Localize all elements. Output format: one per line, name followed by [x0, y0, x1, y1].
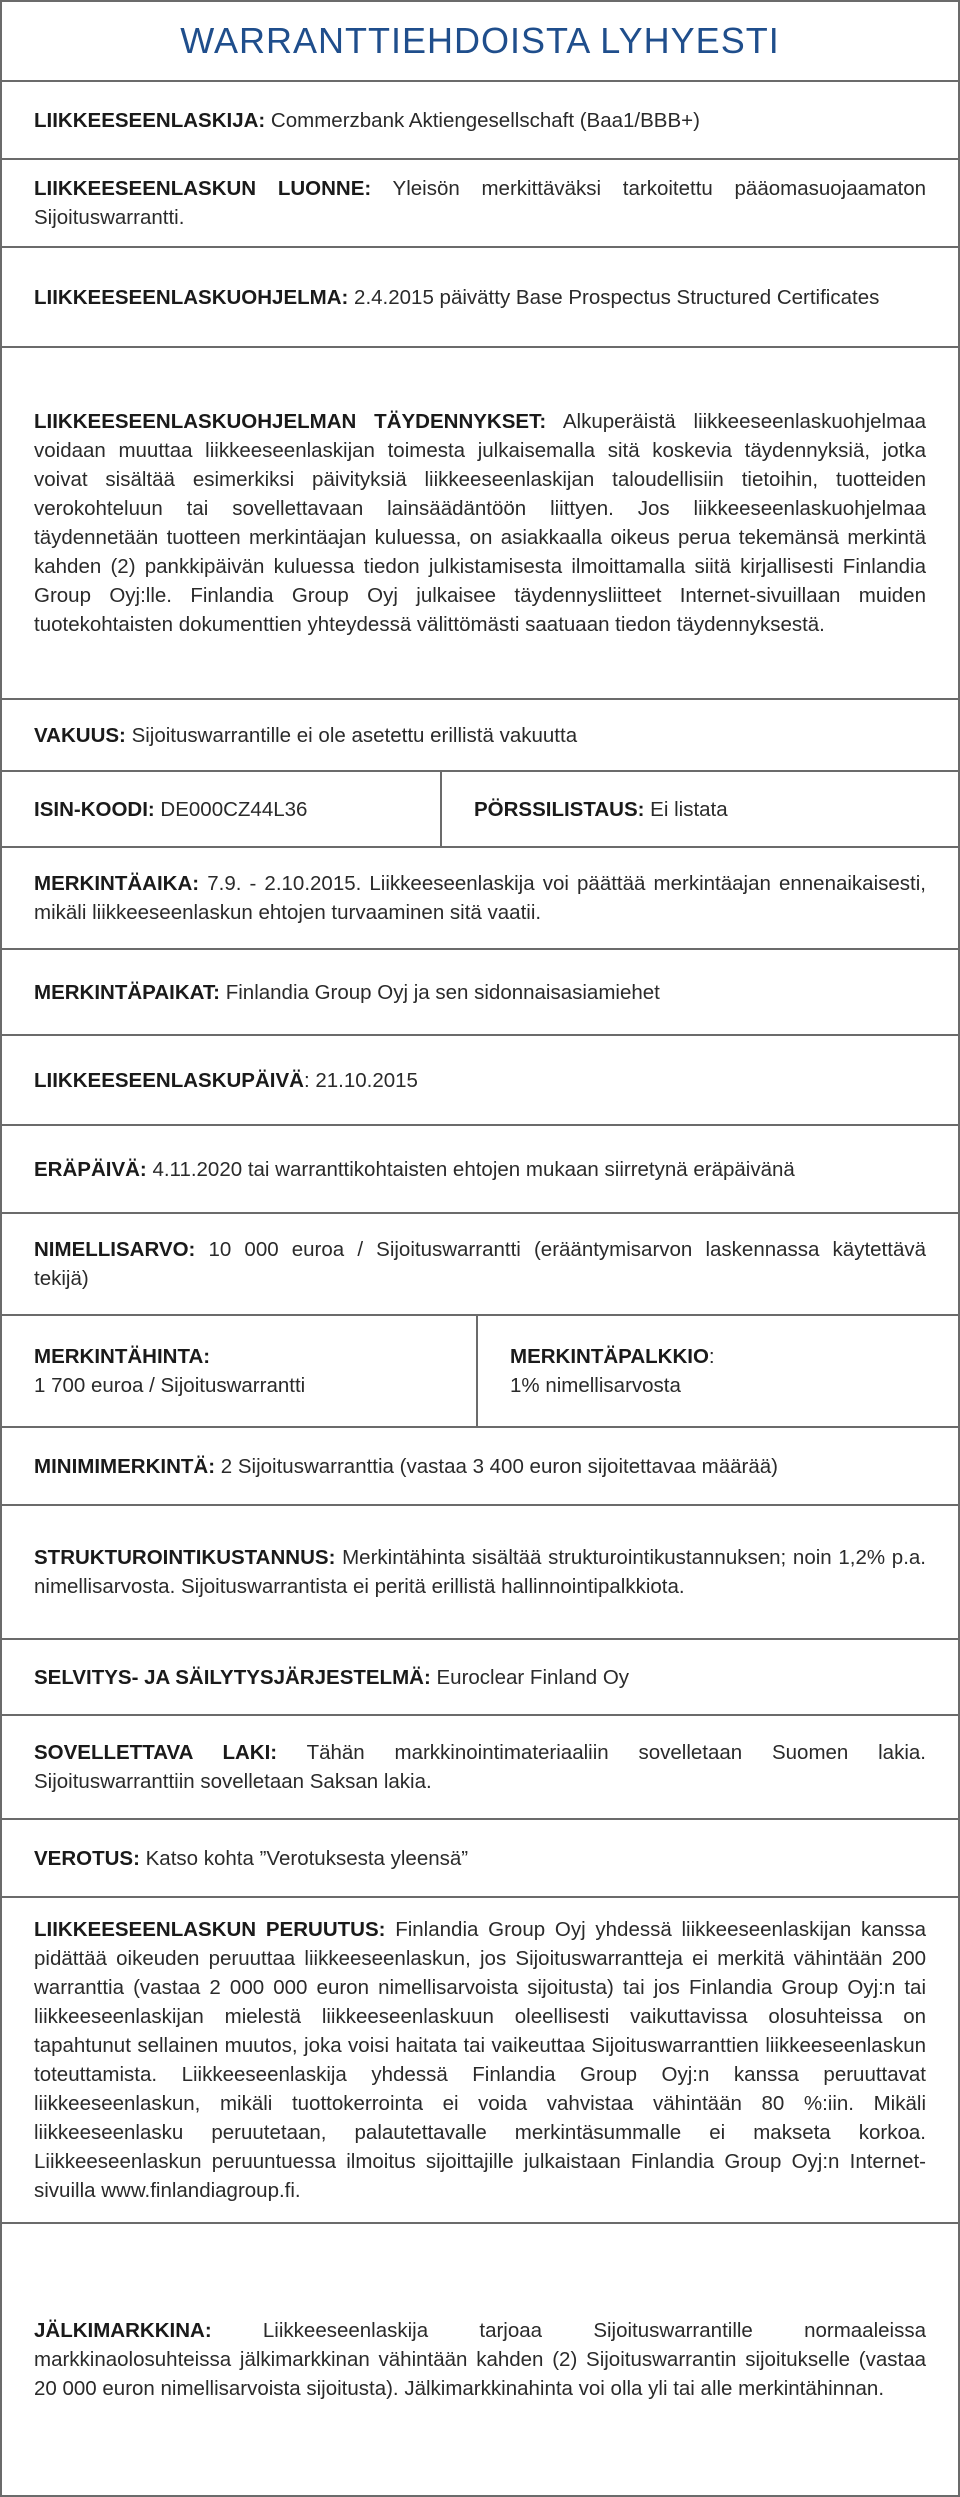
issue-date-label: LIIKKEESEENLASKUPÄIVÄ: [34, 1068, 304, 1092]
subscription-period-value: 7.9. - 2.10.2015. Liikkeeseenlaskija voi päättää merkintäajan ennenaikaisesti, mikäli liikkeeseenlaskun ehtojen turvaaminen sitä vaatii.: [34, 872, 926, 924]
listing-value: Ei listata: [644, 797, 728, 821]
row-secondary-market: [2, 2224, 958, 2495]
clearing-label: SELVITYS- JA SÄILYTYSJÄRJESTELMÄ:: [34, 1665, 431, 1689]
subscription-price-cell: [2, 1316, 478, 1426]
taxation-label: VEROTUS:: [34, 1846, 140, 1870]
law-label: SOVELLETTAVA LAKI:: [34, 1741, 278, 1764]
subscription-price-value: 1 700 euroa / Sijoituswarrantti: [34, 1374, 306, 1397]
row-maturity: [2, 1126, 958, 1214]
maturity-label: ERÄPÄIVÄ:: [34, 1157, 147, 1181]
nominal-value: 10 000 euroa / Sijoituswarrantti (erääntymisarvon laskennassa käytettävä tekijä): [34, 1238, 926, 1290]
program-label: LIIKKEESEENLASKUOHJELMA:: [34, 285, 349, 309]
subscription-fee-label: MERKINTÄPALKKIO: [510, 1345, 709, 1368]
row-cancellation: [2, 1898, 958, 2224]
document-title: WARRANTTIEHDOISTA LYHYESTI: [180, 20, 780, 61]
row-program: [2, 248, 958, 348]
program-value: 2.4.2015 päivätty Base Prospectus Structured Certificates: [348, 285, 880, 309]
row-supplements: [2, 348, 958, 700]
nominal-label: NIMELLISARVO:: [34, 1238, 196, 1261]
clearing-value: Euroclear Finland Oy: [430, 1665, 630, 1689]
nature-label: LIIKKEESEENLASKUN LUONNE:: [34, 177, 372, 200]
title-row: [2, 2, 958, 82]
collateral-label: VAKUUS:: [34, 723, 126, 747]
row-nominal: [2, 1214, 958, 1316]
secondary-market-value: Liikkeeseenlaskija tarjoaa Sijoituswarrantille normaaleissa markkinaolosuhteissa jälkimarkkinan vähintään kahden (2) Sijoituswarrantin sijoitukselle (vastaa 20 000 euron nimellisarvoista sijoitusta). Jälkimarkkinahinta voi olla yli tai alle merkintähinnan.: [34, 2319, 926, 2400]
subscription-fee-cell: [478, 1316, 958, 1426]
law-value: Tähän markkinointimateriaaliin sovelletaan Suomen lakia. Sijoituswarranttiin sovelletaan Saksan lakia.: [34, 1741, 926, 1793]
subscription-places-value: Finlandia Group Oyj ja sen sidonnaisasiamiehet: [220, 980, 660, 1004]
supplements-label: LIIKKEESEENLASKUOHJELMAN TÄYDENNYKSET:: [34, 410, 547, 433]
row-clearing: [2, 1640, 958, 1716]
row-law: [2, 1716, 958, 1820]
taxation-value: Katso kohta ”Verotuksesta yleensä”: [139, 1846, 469, 1870]
row-price-fee: [2, 1316, 958, 1428]
subscription-fee-value: 1% nimellisarvosta: [510, 1374, 681, 1397]
collateral-value: Sijoituswarrantille ei ole asetettu erillistä vakuutta: [125, 723, 578, 747]
maturity-value: 4.11.2020 tai warranttikohtaisten ehtojen mukaan siirretynä eräpäivänä: [146, 1157, 795, 1181]
issuer-value: Commerzbank Aktiengesellschaft (Baa1/BBB+): [265, 108, 700, 132]
row-nature: [2, 160, 958, 248]
row-issue-date: [2, 1036, 958, 1126]
structuring-label: STRUKTUROINTIKUSTANNUS:: [34, 1546, 336, 1569]
subscription-price-label: MERKINTÄHINTA:: [34, 1345, 211, 1368]
row-taxation: [2, 1820, 958, 1898]
isin-label: ISIN-KOODI:: [34, 797, 155, 821]
listing-label: PÖRSSILISTAUS:: [474, 797, 645, 821]
row-issuer: [2, 82, 958, 160]
supplements-value: Alkuperäistä liikkeeseenlaskuohjelmaa voidaan muuttaa liikkeeseenlaskijan toimesta julkaisemalla sitä koskevia täydennyksiä, jotka voivat sisältää esimerkiksi päivityksiä liikkeeseenlaskijan taloudellisiin tietoihin, tuotteiden verokohteluun tai sovellettavaan lainsäädäntöön liittyen. Jos liikkeeseenlaskuohjelmaa täydennetään tuotteen merkintäajan kuluessa, on asiakkaalla oikeus perua tekemänsä merkintä kahden (2) pankkipäivän kuluessa tiedon julkistamisesta ilmoittamalla siitä kirjallisesti Finlandia Group Oyj:lle. Finlandia Group Oyj julkaisee täydennysliitteet Internet-sivuillaan muiden tuotekohtaisten dokumenttien yhteydessä välittömästi saatuaan tiedon täydennyksestä.: [34, 410, 926, 636]
subscription-fee-colon: :: [708, 1345, 715, 1368]
nature-value: Yleisön merkittäväksi tarkoitettu pääomasuojaamaton Sijoituswarrantti.: [34, 177, 926, 229]
secondary-market-label: JÄLKIMARKKINA:: [34, 2319, 212, 2342]
isin-value: DE000CZ44L36: [154, 797, 308, 821]
cancellation-value: Finlandia Group Oyj yhdessä liikkeeseenlaskijan kanssa pidättää oikeuden peruuttaa liikkeeseenlaskun, jos Sijoituswarrantteja ei merkitä vähintään 200 warranttia (vastaa 2 000 000 euron nimellisarvoista sijoitusta) tai jos Finlandia Group Oyj:n tai liikkeeseenlaskijan mielestä liikkeeseenlaskuun oleellisesti vaikuttavissa olosuhteissa on tapahtunut sellainen muutos, joka voisi haitata tai vaikeuttaa Sijoituswarranttien liikkeeseenlaskun toteuttamista. Liikkeeseenlaskija yhdessä Finlandia Group Oyj:n kanssa peruuttavat liikkeeseenlaskun, mikäli tuottokerrointa ei voida vahvistaa vähintään 80 %:iin. Mikäli liikkeeseenlasku peruutetaan, palautettavalle merkintäsummalle ei makseta korkoa. Liikkeeseenlaskun peruuntuessa ilmoitus sijoittajille julkaistaan Finlandia Group Oyj:n Internet-sivuilla www.finlandiagroup.fi.: [34, 1918, 926, 2202]
issuer-label: LIIKKEESEENLASKIJA:: [34, 108, 266, 132]
row-collateral: [2, 700, 958, 772]
structuring-value: Merkintähinta sisältää strukturointikustannuksen; noin 1,2% p.a. nimellisarvosta. Sijoituswarrantista ei peritä erillistä hallinnointipalkkiota.: [34, 1546, 926, 1598]
minimum-value: 2 Sijoituswarranttia (vastaa 3 400 euron sijoitettavaa määrää): [215, 1454, 778, 1478]
row-isin-listing: [2, 772, 958, 848]
subscription-period-label: MERKINTÄAIKA:: [34, 872, 200, 895]
row-subscription-period: [2, 848, 958, 950]
listing-cell: [442, 772, 958, 846]
row-subscription-places: [2, 950, 958, 1036]
minimum-label: MINIMIMERKINTÄ:: [34, 1454, 216, 1478]
row-structuring: [2, 1506, 958, 1640]
row-minimum: [2, 1428, 958, 1506]
cancellation-label: LIIKKEESEENLASKUN PERUUTUS:: [34, 1918, 386, 1941]
subscription-places-label: MERKINTÄPAIKAT:: [34, 980, 221, 1004]
issue-date-value: : 21.10.2015: [303, 1068, 418, 1092]
isin-cell: [2, 772, 442, 846]
